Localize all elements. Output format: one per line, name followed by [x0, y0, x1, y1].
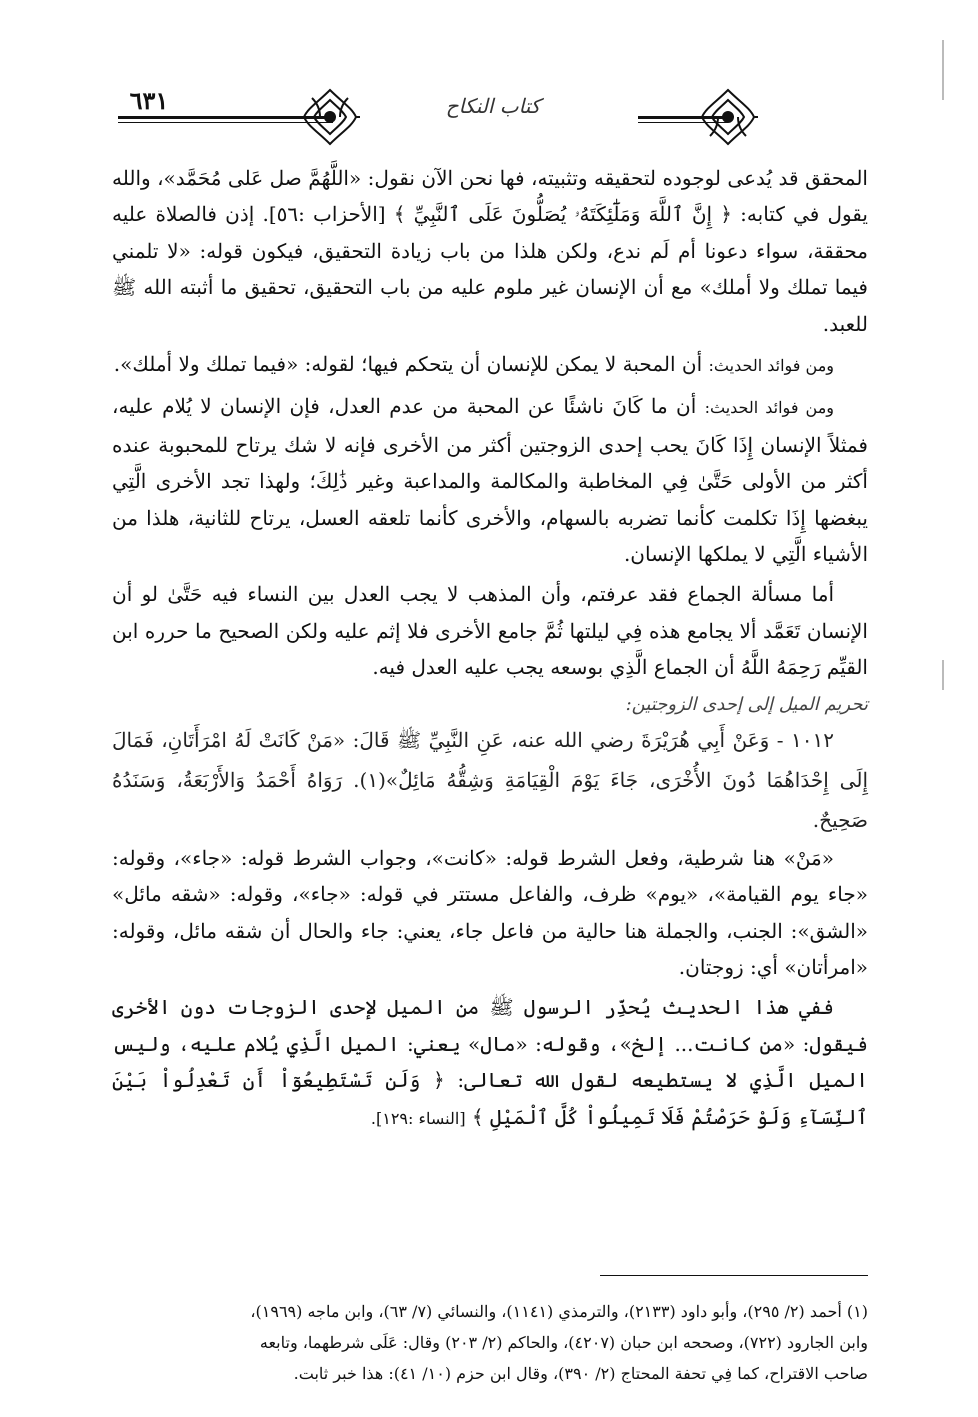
paragraph-1: المحقق قد يُدعى لوجوده لتحقيقه وتثبيته، فها نحن الآن نقول: «اللَّهُمَّ صل عَلى مُحَمَّد»، والله يقول في كتابه: ﴿ إِنَّ ٱللَّهَ وَمَلَٰٓئِكَتَهُۥ يُصَلُّونَ عَلَى ٱلنَّبِيِّ ﴾ [الأحزاب :٥٦]. إذن فالصلاة عليه محققة، سواء دعونا أم لَم ندع، ولكن هلذا من باب زيادة التحقيق، فيكون قوله: «لا تلمني فيما تملك ولا أملك» مع أن الإنسان غير ملوم عليه من باب التحقيق، تحقيق ما أثبته الله ﷺ للعبد. — [112, 166, 868, 336]
paragraph-6 — [112, 989, 868, 1137]
benefit-label: ومن فوائد الحديث: — [704, 398, 834, 418]
paragraph-4: أما مسألة الجماع فقد عرفتم، وأن المذهب لا يجب العدل بين النساء فيه حَتَّىٰ لو أن الإنسان تَعَمَّد ألا يجامع هذه فِي ليلتها ثُمَّ جامع الأخرى فلا إثم عليه ولكن الصحيح ما حرره ابن القيِّم رَحِمَهُ اللَّهُ أن الجماع الَّذِي بوسعه يجب عليه العدل فيه. — [112, 582, 868, 680]
paragraph-5: «مَنْ» هنا شرطية، وفعل الشرط قوله: «كانت»، وجواب الشرط قوله: «جاء»، وقوله: «جاء يوم القيامة»، «يوم» ظرف، والفاعل مستتر في قوله: «جاء»، وقوله: «شقه مائل» «الشق»: الجنب، والجملة هنا حالية من فاعل جاء، يعني: جاء والحال أن شقه مائل، وقوله: «امرأتان» أي: زوجتان. — [112, 845, 868, 979]
footnote-separator — [600, 1275, 868, 1276]
ornament-right-icon — [698, 86, 758, 148]
footnote-line: صاحب الاقتراح، كما فِي تحفة المحتاج (٢/ ٣٩٠)، وقال ابن حزم (١٠/ ٤١): هذا خبر ثابت. — [293, 1364, 868, 1383]
paragraph-3 — [112, 388, 868, 572]
main-text — [112, 160, 868, 1141]
scan-margin-mark — [942, 40, 944, 100]
hadith-text: ١٠١٢ - وَعَنْ أَبِي هُرَيْرَةَ رضي الله عنه، عَنِ النَّبِيِّ ﷺ قَالَ: «مَنْ كَانَتْ لَهُ امْرَأَتَانِ، فَمَالَ إِلَى إِحْدَاهُمَا دُونَ الأُخْرَى، جَاءَ يَوْمَ الْقِيَامَةِ وَشِقُّهُ مَائِلٌ»(١). رَوَاهُ أَحْمَدُ وَالأَرْبَعَةُ، وَسَنَدُهُ صَحِيحٌ. — [112, 727, 868, 832]
paragraph-6-text: ففي هذا الحديث يُحذِّر الرسول ﷺ من الميل لإحدى الزوجات دون الأخرى فيقول: «من كانت... إلخ»، وقوله: «مال» يعني: الميل الَّذِي يُلام عليه، وليس الميل الَّذِي لا يستطيعه لقول الله تعالى: ﴿ وَلَن تَسْتَطِيعُوٓاْ أَن تَعْدِلُواْ بَيْنَ ٱلنِّسَآءِ وَلَوْ حَرَصْتُمْ فَلَا تَمِيلُواْ كُلَّ ٱلْمَيْلِ ﴾ — [112, 995, 868, 1129]
footnote-line: وابن الجارود (٧٢٢)، وصححه ابن حبان (٤٢٠٧)، والحاكم (٢/ ٢٠٣) وقال: عَلَى شرطهما، وتابعه — [259, 1333, 868, 1352]
page-header — [118, 86, 858, 156]
benefit-label: ومن فوائد الحديث: — [708, 356, 834, 376]
running-title: كتاب النكاح — [445, 94, 541, 118]
footnotes — [112, 1296, 868, 1389]
footnote-line: (١) أحمد (٢/ ٢٩٥)، وأبو داود (٢١٣٣)، والترمذي (١١٤١)، والنسائي (٧/ ٦٣)، وابن ماجه (١٩٦٩)، — [250, 1302, 868, 1321]
paragraph-3-text: أن ما كَانَ ناشئًا عن المحبة من عدم العدل، فإن الإنسان لا يُلام عليه، فمثلاً الإنسان إِذَا كَانَ يحب إحدى الزوجتين أكثر من الأخرى فإنه لا شك يرتاح للمحبوبة عنده أكثر من الأولى حَتَّىٰ فِي المخاطبة والمكالمة والمداعبة وغير ذَٰلِكَ؛ ولهذا تجد الأخرى الَّتِي يبغضها إِذَا تكلمت كأنما تضربه بالسهام، والأخرى كأنما تلعقه العسل، يرتاح للثانية، هلذا من الأشياء الَّتِي لا يملكها الإنسان. — [112, 394, 868, 567]
scan-margin-mark — [942, 660, 944, 690]
paragraph-2-text: أن المحبة لا يمكن للإنسان أن يتحكم فيها؛ لقوله: «فيما تملك ولا أملك». — [113, 352, 703, 377]
paragraph-2 — [112, 346, 868, 384]
section-heading: تحريم الميل إلى إحدى الزوجتين: — [625, 693, 868, 715]
page-number: ٦٣١ — [129, 86, 169, 115]
verse-reference: [النساء :١٢٩]. — [370, 1108, 466, 1128]
